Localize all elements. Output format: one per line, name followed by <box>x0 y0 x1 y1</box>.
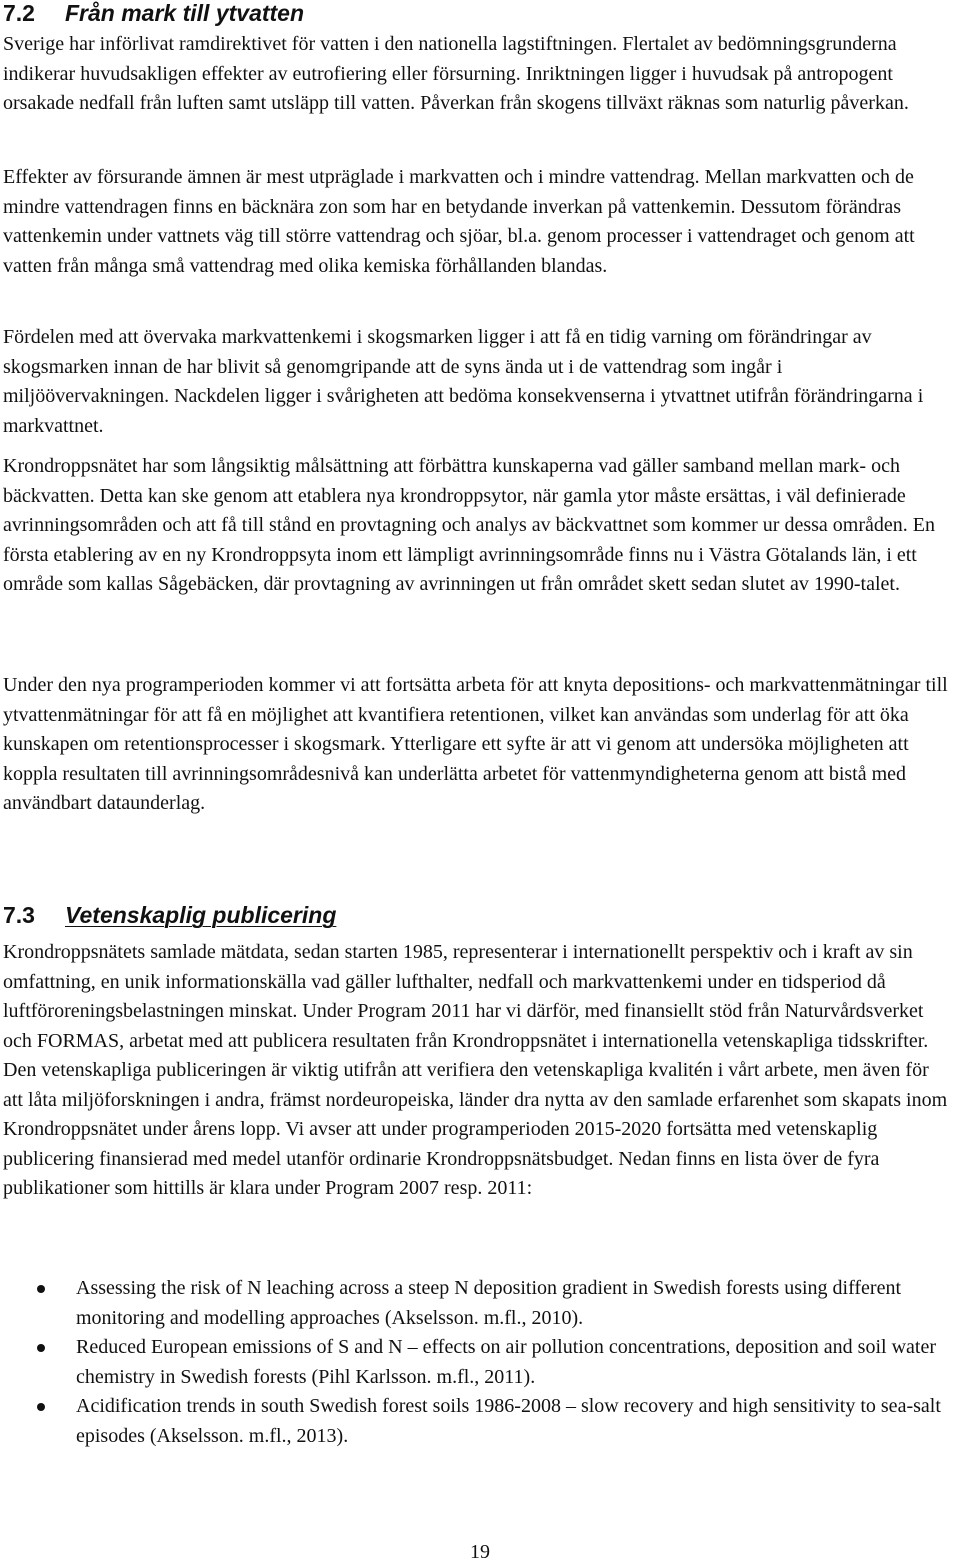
paragraph: Under den nya programperioden kommer vi att fortsätta arbeta för att knyta depositions- och markvattenmätningar till ytvattenmätningar för att få en möjlighet att kvantifiera retentionen, vilket kan användas som underlag för att öka kunskapen om retentionsprocesser i skogsmark. Ytterligare ett syfte är att vi genom att undersöka möjligheten att koppla resultaten till avrinningsområdesnivå kan underlätta arbetet för vattenmyndigheterna genom att bistå med användbart dataunderlag. <box>3 674 948 814</box>
section-heading-7-3 <box>3 901 336 929</box>
bullet-icon <box>37 1403 45 1411</box>
publication-text: Acidification trends in south Swedish forest soils 1986-2008 – slow recovery and high sensitivity to sea-salt episodes (Akselsson. m.fl., 2013). <box>76 1395 941 1447</box>
section-title: Vetenskaplig publicering <box>65 902 337 928</box>
page-number: 19 <box>470 1541 490 1563</box>
list-item <box>3 1392 958 1451</box>
publication-text: Assessing the risk of N leaching across a steep N deposition gradient in Swedish forests using different monitoring and modelling approaches (Akselsson. m.fl., 2010). <box>76 1277 902 1329</box>
section-heading-7-2 <box>3 0 304 27</box>
paragraph: Fördelen med att övervaka markvattenkemi i skogsmarken ligger i att få en tidig varning om förändringar av skogsmarken innan de har blivit så genomgripande att de syns ända ut i de vattendrag som ingår i miljöövervakningen. Nackdelen ligger i svårigheten att bedöma konsekvenserna i ytvattnet utifrån förändringarna i markvattnet. <box>3 326 924 437</box>
section-title: Från mark till ytvatten <box>65 0 305 26</box>
bullet-icon <box>37 1344 45 1352</box>
paragraph: Effekter av försurande ämnen är mest utpräglade i markvatten och i mindre vattendrag. Mellan markvatten och de mindre vattendragen finns en bäcknära zon som har en betydande inverkan på vattenkemin. Dessutom förändras vattenkemin under vattnets väg till större vattendrag och sjöar, bl.a. genom processer i vattendraget och genom att vatten från många små vattendrag med olika kemiska förhållanden blandas. <box>3 166 915 277</box>
bullet-icon <box>37 1285 45 1293</box>
publication-text: Reduced European emissions of S and N – effects on air pollution concentrations, deposition and soil water chemistry in Swedish forests (Pihl Karlsson. m.fl., 2011). <box>76 1336 936 1388</box>
paragraph: Sverige har införlivat ramdirektivet för vatten i den nationella lagstiftningen. Flertalet av bedömningsgrunderna indikerar huvudsakligen effekter av eutrofiering eller försurning. Inriktningen ligger i huvudsak på antropogent orsakade nedfall från luften samt utsläpp till vatten. Påverkan från skogens tillväxt räknas som naturlig påverkan. <box>3 33 909 114</box>
paragraph: Krondroppsnätets samlade mätdata, sedan starten 1985, representerar i internationellt perspektiv och i kraft av sin omfattning, en unik informationskälla vad gäller lufthalter, nedfall och markvattenkemi under en tidsperiod då luftföroreningsbelastningen minskat. Under Program 2011 har vi därför, med finansiellt stöd från Naturvårdsverket och FORMAS, arbetat med att publicera resultaten från Krondroppsnätet i internationella vetenskapliga tidsskrifter. Den vetenskapliga publiceringen är viktig utifrån att verifiera den vetenskapliga kvalitén i vårt arbete, men även för att låta miljöforskningen i andra, främst nordeuropeiska, länder dra nytta av den samlade erfarenhet som skapats inom Krondroppsnätet under årens lopp. Vi avser att under programperioden 2015-2020 fortsätta med vetenskaplig publicering finansierad med medel utanför ordinarie Krondroppsnätsbudget. Nedan finns en lista över de fyra publikationer som hittills är klara under Program 2007 resp. 2011: <box>3 941 948 1199</box>
section-number: 7.2 <box>3 0 35 26</box>
publication-list <box>3 1274 958 1451</box>
paragraph: Krondroppsnätet har som långsiktig målsättning att förbättra kunskaperna vad gäller samband mellan mark- och bäckvatten. Detta kan ske genom att etablera nya krondroppsytor, när gamla ytor måste ersättas, i väl definierade avrinningsområden och att få till stånd en provtagning och analys av bäckvattnet som kommer ur dessa områden. En första etablering av en ny Krondroppsyta inom ett lämpligt avrinningsområde finns nu i Västra Götalands län, i ett område som kallas Sågebäcken, där provtagning av avrinningen ut från området skett sedan slutet av 1990-talet. <box>3 455 935 595</box>
list-item <box>3 1274 958 1333</box>
list-item <box>3 1333 958 1392</box>
section-number: 7.3 <box>3 902 35 928</box>
